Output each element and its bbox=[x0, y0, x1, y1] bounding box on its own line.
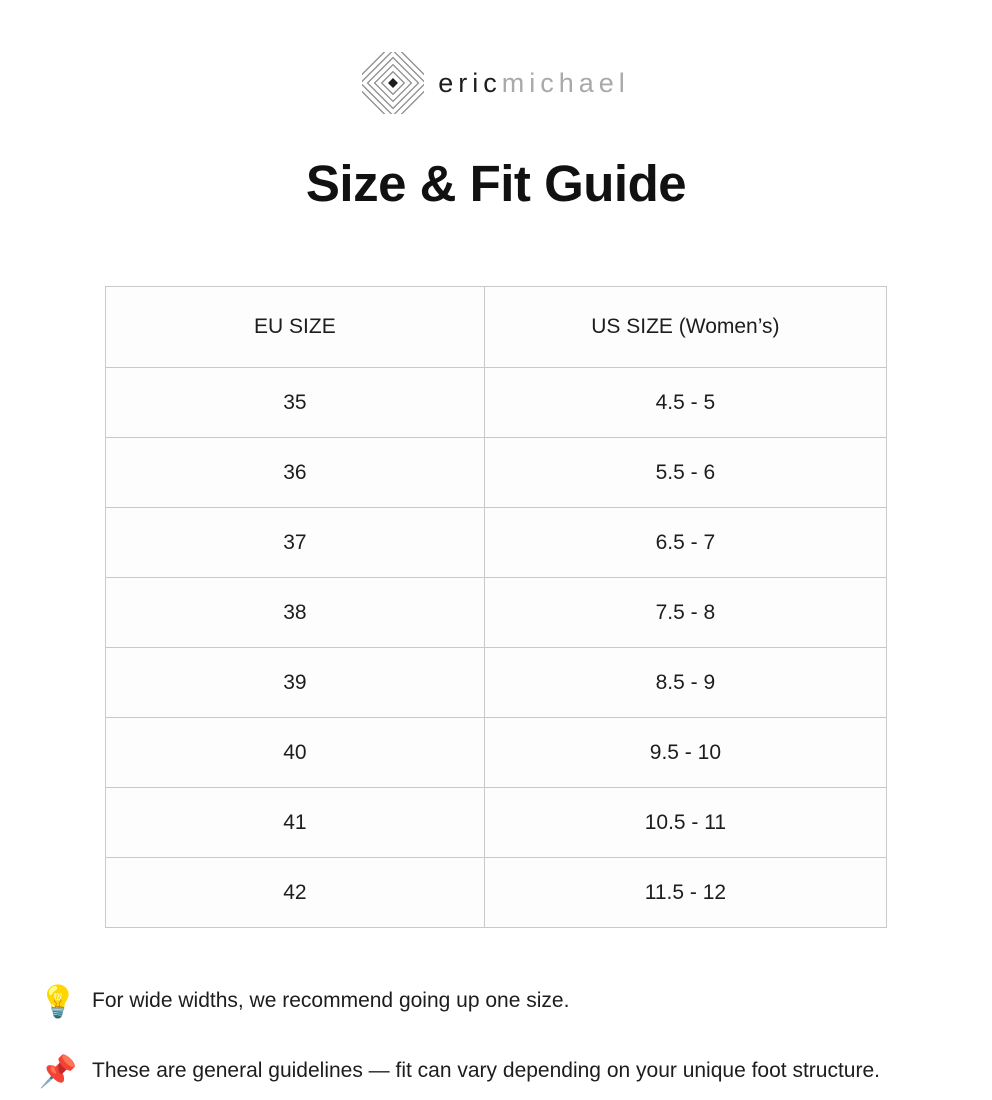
light-bulb-icon: 💡 bbox=[38, 984, 78, 1019]
note-text: For wide widths, we recommend going up one size. bbox=[92, 989, 570, 1012]
cell-us-size: 5.5 - 6 bbox=[484, 438, 886, 508]
cell-eu-size: 38 bbox=[106, 578, 485, 648]
table-row bbox=[106, 368, 887, 438]
table-row bbox=[106, 788, 887, 858]
notes-section bbox=[0, 980, 992, 1094]
cell-eu-size: 41 bbox=[106, 788, 485, 858]
size-table bbox=[105, 286, 887, 928]
table-row bbox=[106, 858, 887, 928]
brand-wordmark bbox=[438, 68, 630, 99]
cell-us-size: 11.5 - 12 bbox=[484, 858, 886, 928]
cell-eu-size: 35 bbox=[106, 368, 485, 438]
brand-lockup bbox=[0, 0, 992, 114]
table-row bbox=[106, 718, 887, 788]
cell-us-size: 4.5 - 5 bbox=[484, 368, 886, 438]
cell-us-size: 10.5 - 11 bbox=[484, 788, 886, 858]
note-general-guidelines bbox=[38, 1050, 958, 1094]
cell-us-size: 9.5 - 10 bbox=[484, 718, 886, 788]
concentric-diamond-logo-icon bbox=[362, 52, 424, 114]
table-header-row bbox=[106, 287, 887, 368]
page-title: Size & Fit Guide bbox=[305, 155, 687, 212]
note-text: These are general guidelines — fit can vary depending on your unique foot structure. bbox=[92, 1059, 880, 1082]
size-table-container bbox=[105, 286, 887, 928]
table-row bbox=[106, 578, 887, 648]
pushpin-icon: 📌 bbox=[38, 1054, 78, 1089]
column-header-us-size: US SIZE (Women’s) bbox=[484, 287, 886, 368]
table-row bbox=[106, 648, 887, 718]
brand-name-secondary: michael bbox=[501, 67, 630, 98]
table-row bbox=[106, 438, 887, 508]
cell-eu-size: 39 bbox=[106, 648, 485, 718]
cell-eu-size: 42 bbox=[106, 858, 485, 928]
cell-us-size: 6.5 - 7 bbox=[484, 508, 886, 578]
table-row bbox=[106, 508, 887, 578]
cell-eu-size: 36 bbox=[106, 438, 485, 508]
brand-name-primary: eric bbox=[438, 67, 502, 98]
cell-eu-size: 37 bbox=[106, 508, 485, 578]
cell-eu-size: 40 bbox=[106, 718, 485, 788]
column-header-eu-size: EU SIZE bbox=[106, 287, 485, 368]
note-wide-widths bbox=[38, 980, 958, 1024]
cell-us-size: 7.5 - 8 bbox=[484, 578, 886, 648]
cell-us-size: 8.5 - 9 bbox=[484, 648, 886, 718]
